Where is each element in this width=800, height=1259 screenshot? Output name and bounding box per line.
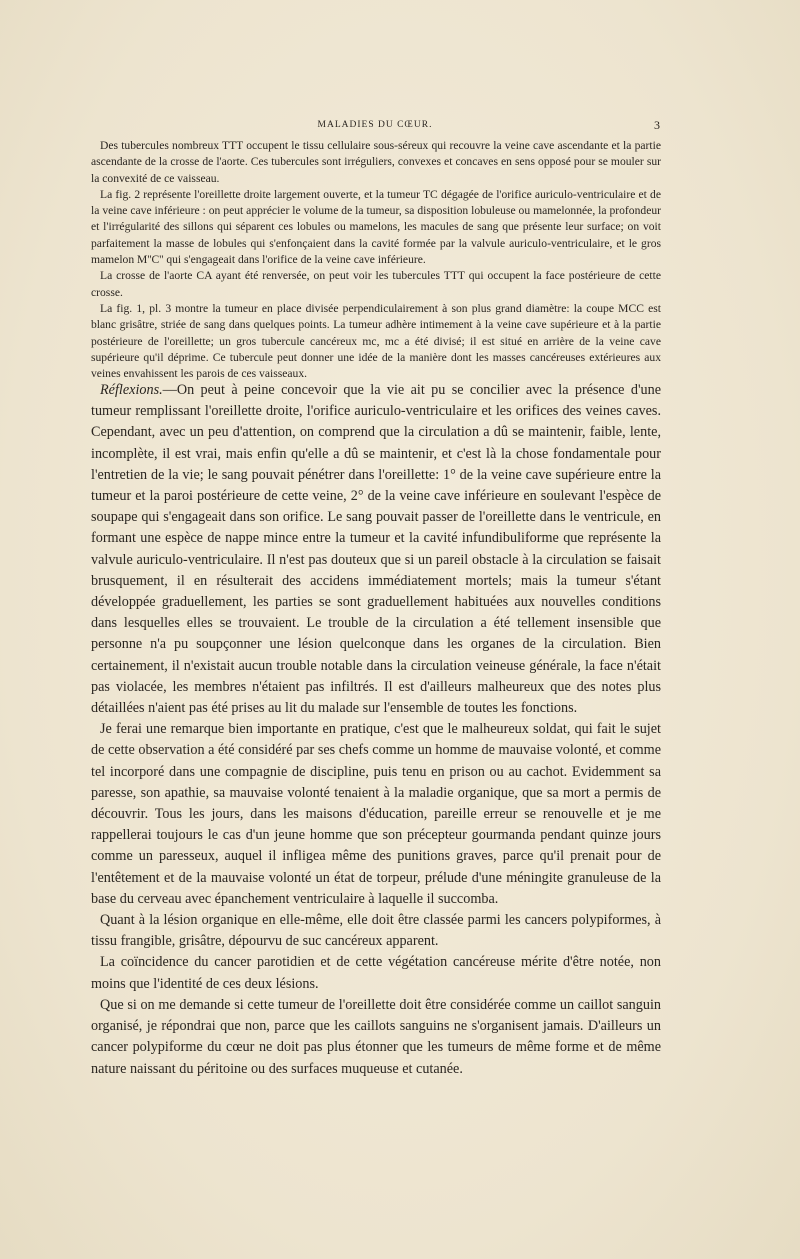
- paragraph: La fig. 2 représente l'oreillette droite largement ouverte, et la tumeur TC dégagée de l'orifice auriculo-ventriculaire et de la veine cave inférieure : on peut apprécier le volume de la tumeur, sa disposition lobuleuse ou mamelonnée, la profondeur et l'irrégularité des sillons qui séparent ces lobules ou mamelons, les macules de sang que présente leur surface; on voit parfaitement la masse de lobules qui s'enfonçaient dans la cavité formée par la valvule auriculo-ventriculaire, et le gros mamelon M''C'' qui s'engageait dans l'orifice de la veine cave inférieure.: [91, 187, 661, 267]
- paragraph: La coïncidence du cancer parotidien et de cette végétation cancéreuse mérite d'être notée, non moins que l'identité de ces deux lésions.: [91, 954, 661, 992]
- paragraph: La fig. 1, pl. 3 montre la tumeur en place divisée perpendiculairement à son plus grand diamètre: la coupe MCC est blanc grisâtre, striée de sang dans quelques points. La tumeur adhère intimement à la veine cave supérieure et à la partie postérieure de l'oreillette; un gros tubercule cancéreux mc, mc a été divisé; il est situé en arrière de la veine cave supérieure qu'il déprime. Ce tubercule peut donner une idée de la manière dont les masses cancéreuses extérieures aux veines envahissent les parois de ces vaisseaux.: [91, 301, 661, 381]
- page-number: 3: [654, 118, 660, 132]
- running-head: MALADIES DU CŒUR.: [317, 120, 433, 130]
- paragraph: La crosse de l'aorte CA ayant été renversée, on peut voir les tubercules TTT qui occupent la face postérieure de cette crosse.: [91, 269, 661, 299]
- reflexions-paragraph: [91, 380, 661, 719]
- reflexions-lead-in: Réflexions.: [100, 382, 163, 398]
- plate-description: [91, 138, 661, 382]
- paragraph: Quant à la lésion organique en elle-même, elle doit être classée parmi les cancers polypiformes, à tissu frangible, grisâtre, dépourvu de suc cancéreux apparent.: [91, 912, 661, 950]
- reflections-section: [91, 380, 661, 1080]
- reflexions-text: —On peut à peine concevoir que la vie ait pu se concilier avec la présence d'une tumeur remplissant l'oreillette droite, l'orifice auriculo-ventriculaire et les orifices des veines caves. Cependant, avec un peu d'attention, on comprend que la circulation a dû se maintenir, faible, lente, incomplète, il est vrai, mais enfin qu'elle a dû se maintenir, et c'est là la chose fondamentale pour l'entretien de la vie; le sang pouvait pénétrer dans l'oreillette: 1° de la veine cave supérieure entre la tumeur et la paroi postérieure de cette veine, 2° de la veine cave inférieure en soulevant l'espèce de soupape qui s'engageait dans son orifice. Le sang pouvait passer de l'oreillette dans le ventricule, en formant une espèce de nappe mince entre la tumeur et la cavité infundibuliforme que représente la valvule auriculo-ventriculaire. Il n'est pas douteux que si un pareil obstacle à la circulation se faisait brusquement, il en résulterait des accidens immédiatement mortels; mais la tumeur s'étant développée graduellement, les parties se sont graduellement habituées aux nouvelles conditions dans lesquelles elles se trouvaient. Le trouble de la circulation a été tellement insensible que personne n'a pu soupçonner une lésion quelconque dans les organes de la circulation. Bien certainement, il n'existait aucun trouble notable dans la circulation veineuse générale, la face n'était pas violacée, les membres n'étaient pas infiltrés. Il est d'ailleurs malheureux que des notes plus détaillées n'aient pas été prises au lit du malade sur l'ensemble de toutes les fonctions.: [91, 382, 661, 717]
- paragraph: Des tubercules nombreux TTT occupent le tissu cellulaire sous-séreux qui recouvre la veine cave ascendante et la partie ascendante de la crosse de l'aorte. Ces tubercules sont irréguliers, convexes et concaves en sens opposé pour se mouler sur la convexité de ce vaisseau.: [91, 139, 661, 185]
- paragraph: Je ferai une remarque bien importante en pratique, c'est que le malheureux soldat, qui fait le sujet de cette observation a été considéré par ses chefs comme un homme de mauvaise volonté, et comme tel incorporé dans une compagnie de discipline, puis tenu en prison ou au cachot. Evidemment sa paresse, son apathie, sa mauvaise volonté tenaient à la maladie organique, que sa mort a permis de découvrir. Tous les jours, dans les maisons d'éducation, pareille erreur se renouvelle et je me rappellerai toujours le cas d'un jeune homme que son précepteur gourmanda pendant quinze jours comme un paresseux, auquel il infligea même des punitions graves, parce qu'il prenait pour de l'entêtement et de la mauvaise volonté un état de torpeur, prélude d'une méningite granuleuse de la base du cerveau avec épanchement ventriculaire à laquelle il succomba.: [91, 721, 661, 907]
- page-header: [90, 118, 660, 134]
- paragraph: Que si on me demande si cette tumeur de l'oreillette doit être considérée comme un caillot sanguin organisé, je répondrai que non, parce que les caillots sanguins ne s'organisent jamais. D'ailleurs un cancer polypiforme du cœur ne doit pas plus étonner que les tumeurs de même forme et de même nature naissant du péritoine ou des surfaces muqueuse et cutanée.: [91, 996, 661, 1077]
